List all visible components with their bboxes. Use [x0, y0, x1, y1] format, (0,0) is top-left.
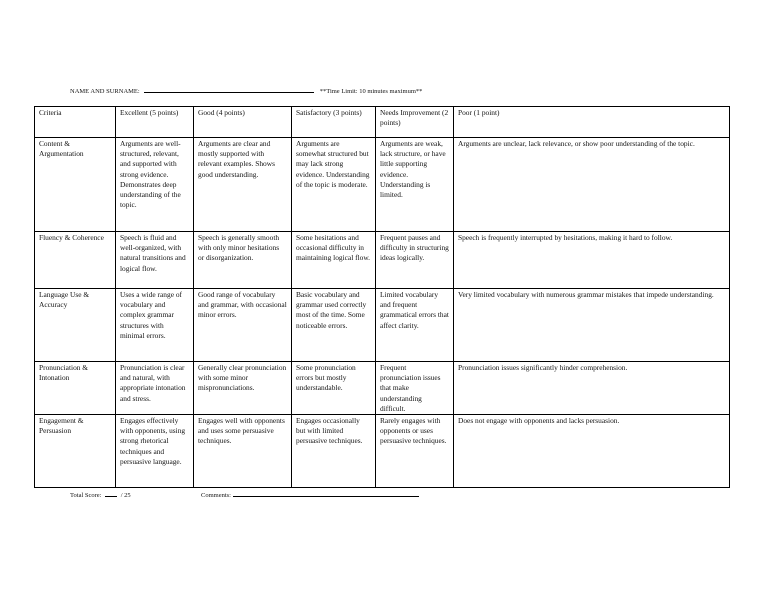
descriptor-cell-needs-improvement: Arguments are weak, lack structure, or have little supporting evidence. Understanding is limited.: [376, 138, 454, 232]
header-cell-needs-improvement: Needs Improvement (2 points): [376, 107, 454, 138]
table-row: [35, 232, 730, 289]
descriptor-cell-satisfactory: Engages occasionally but with limited persuasive techniques.: [292, 415, 376, 488]
criteria-cell: Content & Argumentation: [35, 138, 116, 232]
comments-field[interactable]: [233, 490, 419, 497]
descriptor-cell-good: Good range of vocabulary and grammar, with occasional minor errors.: [194, 289, 292, 362]
header-cell-good: Good (4 points): [194, 107, 292, 138]
descriptor-cell-poor: Very limited vocabulary with numerous grammar mistakes that impede understanding.: [454, 289, 730, 362]
descriptor-cell-poor: Pronunciation issues significantly hinder comprehension.: [454, 362, 730, 415]
criteria-cell: Engagement & Persuasion: [35, 415, 116, 488]
descriptor-cell-good: Arguments are clear and mostly supported with relevant examples. Shows good understanding.: [194, 138, 292, 232]
descriptor-cell-excellent: Pronunciation is clear and natural, with appropriate intonation and stress.: [116, 362, 194, 415]
descriptor-cell-good: Generally clear pronunciation with some minor mispronunciations.: [194, 362, 292, 415]
descriptor-cell-poor: Speech is frequently interrupted by hesitations, making it hard to follow.: [454, 232, 730, 289]
table-row: [35, 289, 730, 362]
descriptor-cell-excellent: Speech is fluid and well-organized, with natural transitions and logical flow.: [116, 232, 194, 289]
student-info-header: [70, 86, 422, 95]
name-label: NAME AND SURNAME:: [70, 88, 140, 95]
criteria-cell: Language Use & Accuracy: [35, 289, 116, 362]
total-score-field[interactable]: [105, 490, 117, 497]
descriptor-cell-excellent: Arguments are well-structured, relevant, and supported with strong evidence. Demonstrates deep understanding of the topic.: [116, 138, 194, 232]
descriptor-cell-excellent: Uses a wide range of vocabulary and complex grammar structures with minimal errors.: [116, 289, 194, 362]
header-cell-criteria: Criteria: [35, 107, 116, 138]
criteria-cell: Pronunciation & Intonation: [35, 362, 116, 415]
descriptor-cell-good: Speech is generally smooth with only minor hesitations or disorganization.: [194, 232, 292, 289]
descriptor-cell-satisfactory: Basic vocabulary and grammar used correctly most of the time. Some noticeable errors.: [292, 289, 376, 362]
descriptor-cell-needs-improvement: Frequent pronunciation issues that make understanding difficult.: [376, 362, 454, 415]
descriptor-cell-satisfactory: Arguments are somewhat structured but may lack strong evidence. Understanding of the topic is moderate.: [292, 138, 376, 232]
total-score-max: / 25: [120, 492, 131, 499]
table-row: [35, 415, 730, 488]
rubric-footer: [70, 490, 231, 499]
descriptor-cell-satisfactory: Some hesitations and occasional difficulty in maintaining logical flow.: [292, 232, 376, 289]
descriptor-cell-needs-improvement: Rarely engages with opponents or uses persuasive techniques.: [376, 415, 454, 488]
rubric-table: [34, 106, 730, 488]
table-row: [35, 362, 730, 415]
table-header-row: [35, 107, 730, 138]
header-cell-excellent: Excellent (5 points): [116, 107, 194, 138]
comments-section: [201, 490, 419, 499]
table-row: [35, 138, 730, 232]
descriptor-cell-needs-improvement: Frequent pauses and difficulty in structuring ideas logically.: [376, 232, 454, 289]
name-field[interactable]: [144, 86, 314, 93]
descriptor-cell-good: Engages well with opponents and uses some persuasive techniques.: [194, 415, 292, 488]
header-cell-poor: Poor (1 point): [454, 107, 730, 138]
descriptor-cell-poor: Arguments are unclear, lack relevance, or show poor understanding of the topic.: [454, 138, 730, 232]
descriptor-cell-needs-improvement: Limited vocabulary and frequent grammatical errors that affect clarity.: [376, 289, 454, 362]
comments-label: Comments:: [201, 492, 231, 499]
total-score-label: Total Score:: [70, 492, 102, 499]
descriptor-cell-poor: Does not engage with opponents and lacks persuasion.: [454, 415, 730, 488]
time-limit-note: **Time Limit: 10 minutes maximum**: [319, 88, 423, 95]
descriptor-cell-satisfactory: Some pronunciation errors but mostly understandable.: [292, 362, 376, 415]
descriptor-cell-excellent: Engages effectively with opponents, using strong rhetorical techniques and persuasive language.: [116, 415, 194, 488]
criteria-cell: Fluency & Coherence: [35, 232, 116, 289]
header-cell-satisfactory: Satisfactory (3 points): [292, 107, 376, 138]
